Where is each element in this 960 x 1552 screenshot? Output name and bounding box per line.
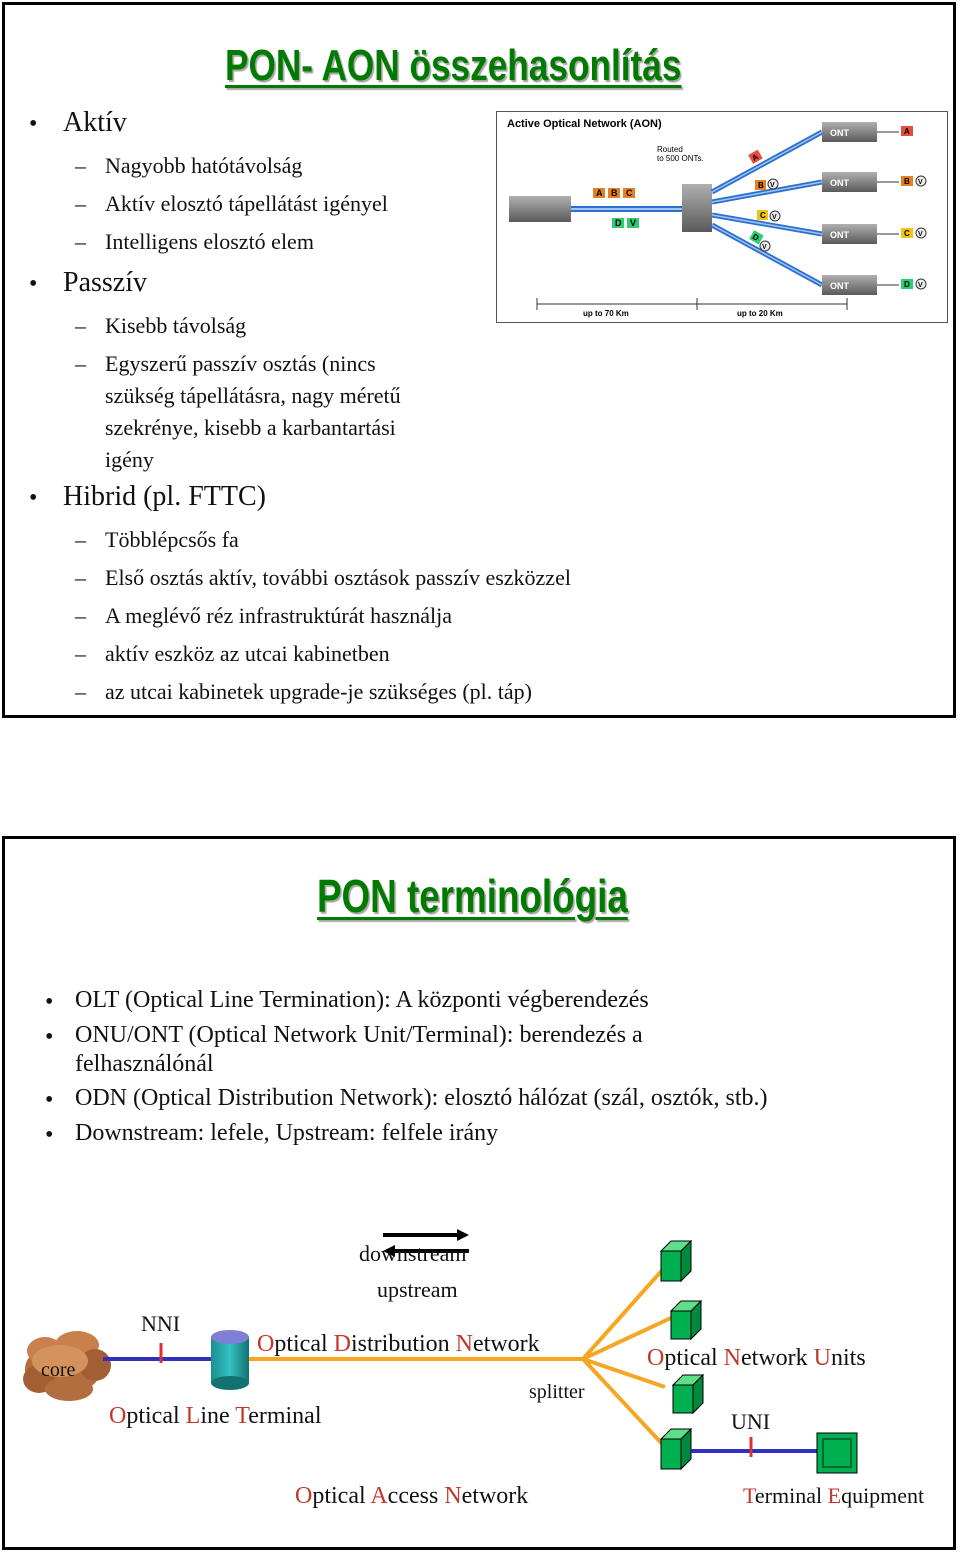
downstream-arrow (383, 1229, 469, 1241)
sub-item-cont: szekrénye, kisebb a karbantartási (105, 415, 396, 440)
bullet-dot: • (45, 989, 54, 1015)
odn-label: Optical Distribution Network (257, 1331, 540, 1357)
bullet-dot: • (29, 485, 38, 511)
bullet-passziv: Passzív (63, 267, 147, 298)
term-olt: OLT (Optical Line Termination): A központi végberendezés (75, 987, 649, 1013)
sub-item-cont: szükség tápellátásra, nagy méretű (105, 383, 401, 408)
upstream-label: upstream (377, 1277, 458, 1302)
svg-text:V: V (770, 182, 775, 189)
aon-figure-title: Active Optical Network (AON) (507, 118, 662, 130)
dash: – (75, 565, 86, 590)
svg-text:C: C (626, 188, 633, 198)
sub-item: Aktív elosztó tápellátást igényel (105, 191, 388, 216)
dash: – (75, 527, 86, 552)
routed-label: Routed (657, 145, 683, 154)
sub-item: Kisebb távolság (105, 313, 247, 338)
sub-item: Intelligens elosztó elem (105, 229, 314, 254)
sub-item: Egyszerű passzív osztás (nincs (105, 351, 376, 376)
ont-label: ONT (830, 178, 849, 188)
svg-text:V: V (918, 231, 923, 238)
uni-label: UNI (731, 1409, 771, 1434)
downstream-label: downstream (359, 1241, 467, 1266)
term-onu-cont: felhasználónál (75, 1051, 214, 1077)
bullet-aktiv: Aktív (63, 107, 127, 138)
onu-label: Optical Network Units (647, 1345, 866, 1371)
terminal-equipment-icon (817, 1433, 857, 1473)
sub-item: az utcai kabinetek upgrade-je szükséges (pl. táp) (105, 679, 532, 704)
ont-label: ONT (830, 281, 849, 291)
svg-text:V: V (762, 244, 767, 251)
svg-text:A: A (750, 152, 760, 163)
term-odn: ODN (Optical Distribution Network): elosztó hálózat (szál, osztók, stb.) (75, 1085, 768, 1111)
bullet-dot: • (29, 271, 38, 297)
core-label: core (41, 1359, 76, 1381)
svg-text:B: B (758, 181, 764, 190)
active-switch-box (682, 184, 712, 232)
svg-text:B: B (611, 188, 618, 198)
olt-cylinder-icon (211, 1330, 249, 1390)
svg-text:D: D (904, 280, 910, 289)
slide-pon-terminologia (2, 836, 956, 1550)
bullet-dot: • (45, 1024, 54, 1050)
olt-label: Optical Line Terminal (109, 1403, 322, 1429)
routed-label-2: to 500 ONTs. (657, 154, 704, 163)
bullet-dot: • (45, 1122, 54, 1148)
svg-text:D: D (750, 232, 761, 243)
splitter-label: splitter (529, 1381, 585, 1403)
onu-cube-icon (661, 1429, 691, 1469)
pon-diagram (5, 839, 953, 1547)
dash: – (75, 641, 86, 666)
bullet-hibrid: Hibrid (pl. FTTC) (63, 481, 266, 512)
slide1-title: PON- AON összehasonlítás (225, 41, 682, 90)
te-label: Terminal Equipment (743, 1483, 925, 1508)
term-onu: ONU/ONT (Optical Network Unit/Terminal): berendezés a (75, 1022, 643, 1048)
svg-text:C: C (904, 229, 910, 238)
dash: – (75, 351, 86, 376)
central-office-box (509, 196, 571, 222)
oan-label: Optical Access Network (295, 1483, 529, 1509)
range-label-2: up to 20 Km (737, 309, 783, 318)
svg-text:V: V (918, 282, 923, 289)
sub-item: aktív eszköz az utcai kabinetben (105, 641, 390, 666)
dash: – (75, 153, 86, 178)
aon-figure (496, 111, 948, 323)
slide2-title: PON terminológia (317, 870, 628, 922)
svg-text:B: B (904, 177, 910, 186)
nni-label: NNI (141, 1311, 181, 1336)
svg-text:C: C (760, 211, 766, 220)
svg-text:D: D (615, 218, 622, 228)
onu-cube-icon (661, 1241, 691, 1281)
svg-text:V: V (630, 218, 637, 228)
svg-text:V: V (918, 179, 923, 186)
term-direction: Downstream: lefele, Upstream: felfele irány (75, 1120, 499, 1146)
dash: – (75, 191, 86, 216)
bullet-dot: • (45, 1087, 54, 1113)
sub-item: Első osztás aktív, további osztások passzív eszközzel (105, 565, 571, 590)
dash: – (75, 229, 86, 254)
dash: – (75, 603, 86, 628)
dash: – (75, 313, 86, 338)
onu-cube-icon (671, 1301, 701, 1339)
svg-text:A: A (904, 127, 910, 136)
ont-label: ONT (830, 230, 849, 240)
ont-label: ONT (830, 128, 849, 138)
range-label-1: up to 70 Km (583, 309, 629, 318)
sub-item: Nagyobb hatótávolság (105, 153, 303, 178)
sub-item-cont: igény (105, 447, 154, 472)
onu-cube-icon (673, 1375, 703, 1413)
sub-item: Többlépcsős fa (105, 527, 239, 552)
sub-item: A meglévő réz infrastruktúrát használja (105, 603, 452, 628)
svg-text:V: V (772, 214, 777, 221)
svg-text:A: A (596, 188, 603, 198)
bullet-dot: • (29, 111, 38, 137)
slide-pon-aon (2, 2, 956, 718)
dash: – (75, 679, 86, 704)
